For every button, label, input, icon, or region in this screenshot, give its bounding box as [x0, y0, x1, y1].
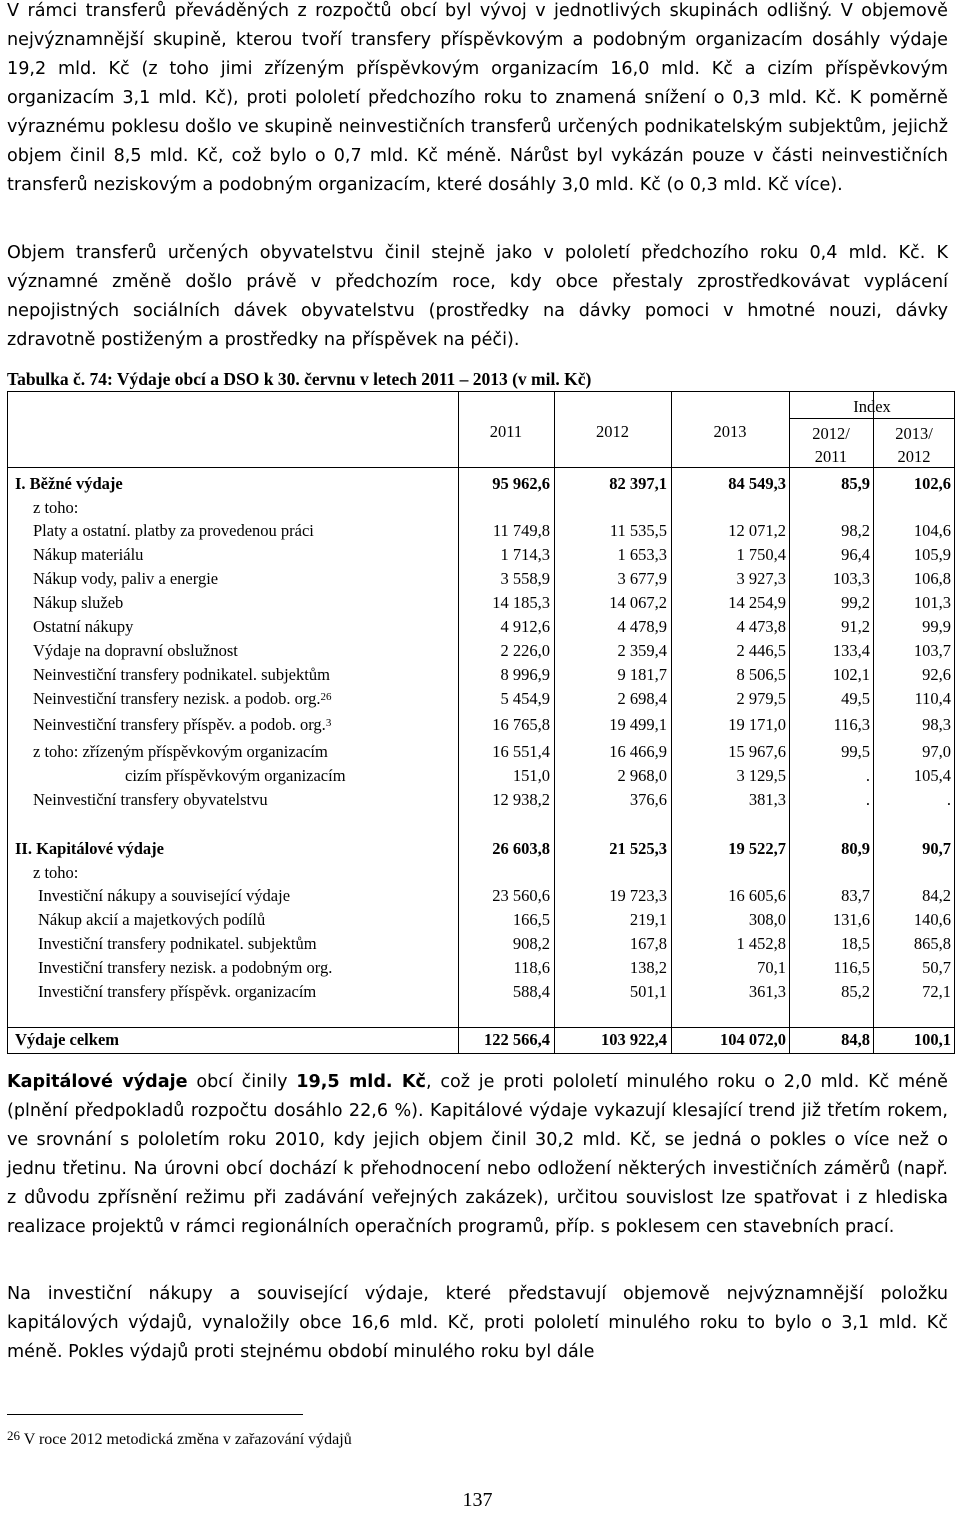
table-cell: 16 605,6	[728, 886, 786, 905]
row-label: Investiční transfery nezisk. a podobným org.	[38, 958, 333, 977]
table-cell: 131,6	[832, 910, 870, 929]
footnote	[7, 1428, 352, 1449]
table-cell: 133,4	[832, 641, 870, 660]
table-cell: 308,0	[748, 910, 786, 929]
row-label: Neinvestiční transfery podnikatel. subjektům	[33, 665, 330, 684]
table-cell: 3 677,9	[617, 569, 667, 588]
row-label: Ostatní nákupy	[33, 617, 134, 636]
table-cell: 49,5	[841, 689, 870, 708]
capital-text-a: obcí činily	[187, 1072, 297, 1092]
row-label: Nákup vody, paliv a energie	[33, 569, 219, 588]
row-label: Nákup akcií a majetkových podílů	[38, 910, 266, 929]
table-cell: 12 071,2	[728, 521, 786, 540]
second-paragraph: Objem transferů určených obyvatelstvu činil stejně jako v pololetí předchozího roku 0,4 mld. Kč. K významné změně došlo právě v předchozím roce, kdy obce přestaly zprostředkovávat vyplácení nepojistných sociálních dávek obyvatelstvu (prostředky na dávky pomoci v hmotné nouzi, dávky zdravotně postiženým a prostředky na příspěvek na péči).	[7, 243, 948, 350]
table-cell: 11 535,5	[609, 521, 667, 540]
row-label: Neinvestiční transfery nezisk. a podob. org.$^{26}$	[33, 689, 332, 708]
row-label: Investiční transfery podnikatel. subjektům	[38, 934, 317, 953]
table-cell: 85,2	[841, 982, 870, 1001]
row-label: Výdaje celkem	[15, 1030, 120, 1049]
table-cell: 103,7	[913, 641, 951, 660]
table-cell: 2 359,4	[617, 641, 667, 660]
table-cell: 95 962,6	[492, 474, 550, 493]
row-label: Výdaje na dopravní obslužnost	[33, 641, 238, 660]
index-header-line	[789, 418, 955, 419]
row-label: Investiční transfery příspěvk. organizacím	[38, 982, 317, 1001]
table-cell: 908,2	[512, 934, 550, 953]
table-cell: 85,9	[841, 474, 870, 493]
table-cell: 82 397,1	[609, 474, 667, 493]
table-cell: 118,6	[513, 958, 550, 977]
table-cell: 14 254,9	[728, 593, 786, 612]
table-cell: 98,2	[841, 521, 870, 540]
row-label: Neinvestiční transfery obyvatelstvu	[33, 790, 268, 809]
table-cell: 1 750,4	[736, 545, 786, 564]
footnote-reference: 3	[325, 717, 332, 729]
table-cell: 84,8	[841, 1030, 870, 1049]
table-cell: 80,9	[841, 839, 870, 858]
table-cell: 97,0	[922, 742, 951, 761]
table-cell: 3 558,9	[500, 569, 550, 588]
row-label: z toho:	[33, 498, 79, 517]
table-cell: 90,7	[922, 839, 951, 858]
index-header-2012-2011-line2: 2011	[814, 447, 848, 466]
capital-amount: 19,5 mld. Kč	[296, 1072, 426, 1092]
page-number: 137	[462, 1489, 493, 1511]
table-cell: 3 927,3	[736, 569, 786, 588]
table-cell: 105,9	[913, 545, 951, 564]
table-cell: .	[865, 766, 870, 785]
table-cell: 103,3	[832, 569, 870, 588]
table-cell: 116,3	[833, 715, 870, 734]
table-cell: 84,2	[922, 886, 951, 905]
capital-expenditure-paragraph	[7, 1068, 948, 1242]
table-cell: 4 912,6	[500, 617, 550, 636]
investment-paragraph: Na investiční nákupy a související výdaje, které představují objemově nejvýznamnější položku kapitálových výdajů, vynaložily obce 16,6 mld. Kč, proti pololetí minulého roku to bylo o 3,1 mld. Kč méně. Pokles výdajů proti stejnému období minulého roku byl dále	[7, 1284, 948, 1362]
table-cell: 116,5	[833, 958, 870, 977]
year-header-2012: 2012	[596, 422, 629, 441]
table-divider	[671, 392, 672, 1053]
table-cell: 2 979,5	[736, 689, 786, 708]
table-cell: 14 067,2	[609, 593, 667, 612]
table-cell: 110,4	[914, 689, 951, 708]
table-cell: 219,1	[629, 910, 667, 929]
capital-lead: Kapitálové výdaje	[7, 1072, 188, 1092]
index-header-2012-2011-line1: 2012/	[812, 424, 850, 443]
year-header-2013: 2013	[713, 422, 747, 441]
table-cell: 15 967,6	[728, 742, 786, 761]
index-header: Index	[853, 397, 891, 416]
table-caption: Tabulka č. 74: Výdaje obcí a DSO k 30. červnu v letech 2011 – 2013 (v mil. Kč)	[7, 369, 592, 389]
table-cell: 104,6	[913, 521, 951, 540]
table-divider	[554, 392, 555, 1053]
table-cell: 106,8	[913, 569, 951, 588]
table-cell: 18,5	[841, 934, 870, 953]
table-cell: 1 452,8	[736, 934, 786, 953]
intro-paragraph: V rámci transferů převáděných z rozpočtů obcí byl vývoj v jednotlivých skupinách odlišný. V objemově nejvýznamnější skupině, kterou tvoří transfery příspěvkovým a podobným organizacím dosáhly výdaje 19,2 mld. Kč (z toho jimi zřízeným příspěvkovým organizacím 16,0 mld. Kč a cizím příspěvkovým organizacím 3,1 mld. Kč), proti pololetí předchozího roku to znamená snížení o 0,3 mld. Kč. K poměrně výraznému poklesu došlo ve skupině neinvestičních transferů určených podnikatelským subjektům, jejichž objem činil 8,5 mld. Kč, což bylo o 0,7 mld. Kč méně. Nárůst byl vykázán pouze v části neinvestičních transferů neziskovým a podobným organizacím, které dosáhly 3,0 mld. Kč (o 0,3 mld. Kč více).	[7, 1, 948, 195]
footnote-text: V roce 2012 metodická změna v zařazování výdajů	[20, 1431, 352, 1448]
table-cell: 865,8	[913, 934, 951, 953]
table-cell: 167,8	[629, 934, 667, 953]
row-label: I. Běžné výdaje	[15, 474, 123, 493]
table-cell: 19 522,7	[728, 839, 786, 858]
table-cell: 19 171,0	[728, 715, 786, 734]
table-cell: 3 129,5	[736, 766, 786, 785]
table-cell: 1 714,3	[500, 545, 550, 564]
table-cell: 2 968,0	[617, 766, 667, 785]
table-cell: 381,3	[748, 790, 786, 809]
capital-text-b: , což je proti pololetí minulého roku o 2,0 mld. Kč méně (plnění předpokladů rozpočtu dosáhlo 22,6 %). Kapitálové výdaje vykazují klesající trend již třetím rokem, ve srovnání s pololetím roku 2010, kdy jejich objem činil 30,2 mld. Kč, se jedná o pokles o více než o jednu třetinu. Na úrovni obcí dochází k přehodnocení nebo odložení některých investičních záměrů (např. z důvodu zpřísnění režimu při zadávání veřejných zakázek), určitou souvislost lze spatřovat i z hlediska realizace projektů v rámci regionálních operačních programů, příp. s poklesem cen stavebních prací.	[7, 1072, 948, 1237]
table-cell: .	[946, 790, 951, 809]
table-cell: 101,3	[913, 593, 951, 612]
table-cell: 91,2	[841, 617, 870, 636]
row-label: Nákup materiálu	[33, 545, 144, 564]
table-cell: 11 749,8	[492, 521, 550, 540]
table-cell: 19 723,3	[609, 886, 667, 905]
table-cell: 26 603,8	[492, 839, 550, 858]
table-cell: 4 473,8	[736, 617, 786, 636]
table-cell: 151,0	[512, 766, 550, 785]
table-cell: 102,6	[913, 474, 951, 493]
table-cell: 501,1	[629, 982, 667, 1001]
footnote-reference: 26	[320, 691, 332, 703]
row-label: z toho: zřízeným příspěvkovým organizacím	[33, 742, 328, 761]
table-cell: 19 499,1	[609, 715, 667, 734]
table-cell: 2 446,5	[736, 641, 786, 660]
row-label: Neinvestiční transfery příspěv. a podob. org.$^3$	[33, 715, 332, 734]
table-cell: 100,1	[913, 1030, 951, 1049]
table-cell: 376,6	[629, 790, 667, 809]
table-cell: 104 072,0	[720, 1030, 786, 1049]
table-cell: 2 226,0	[500, 641, 550, 660]
table-cell: 98,3	[922, 715, 951, 734]
table-cell: 138,2	[629, 958, 667, 977]
row-label: II. Kapitálové výdaje	[15, 839, 164, 858]
table-cell: 23 560,6	[492, 886, 550, 905]
table-cell: 122 566,4	[484, 1030, 550, 1049]
table-cell: 12 938,2	[492, 790, 550, 809]
table-cell: 99,9	[922, 617, 951, 636]
total-top-line	[7, 1027, 955, 1028]
table-cell: .	[865, 790, 870, 809]
row-label: Investiční nákupy a související výdaje	[38, 886, 291, 905]
table-cell: 9 181,7	[617, 665, 667, 684]
table-cell: 105,4	[913, 766, 951, 785]
row-label: Platy a ostatní. platby za provedenou práci	[33, 521, 314, 540]
table-cell: 361,3	[748, 982, 786, 1001]
table-cell: 83,7	[841, 886, 870, 905]
table-divider	[873, 392, 874, 1053]
table-cell: 166,5	[512, 910, 550, 929]
table-cell: 16 765,8	[492, 715, 550, 734]
footnote-separator	[7, 1414, 303, 1415]
table-cell: 21 525,3	[609, 839, 667, 858]
table-cell: 72,1	[922, 982, 951, 1001]
table-cell: 588,4	[512, 982, 550, 1001]
table-cell: 140,6	[913, 910, 951, 929]
row-label: z toho:	[33, 863, 79, 882]
table-cell: 8 996,9	[500, 665, 550, 684]
table-cell: 102,1	[832, 665, 870, 684]
table-cell: 103 922,4	[601, 1030, 667, 1049]
table-cell: 50,7	[922, 958, 951, 977]
table-cell: 14 185,3	[492, 593, 550, 612]
index-header-2013-2012-line2: 2012	[897, 447, 931, 466]
table-cell: 16 466,9	[609, 742, 667, 761]
table-cell: 99,5	[841, 742, 870, 761]
year-header-2011: 2011	[489, 422, 523, 441]
table-cell: 2 698,4	[617, 689, 667, 708]
table-cell: 92,6	[922, 665, 951, 684]
row-label: cizím příspěvkovým organizacím	[125, 766, 346, 785]
table-cell: 5 454,9	[500, 689, 550, 708]
table-cell: 8 506,5	[736, 665, 786, 684]
index-header-2013-2012-line1: 2013/	[895, 424, 933, 443]
table-cell: 70,1	[757, 958, 786, 977]
table-cell: 99,2	[841, 593, 870, 612]
table-cell: 16 551,4	[492, 742, 550, 761]
table-cell: 84 549,3	[728, 474, 786, 493]
footnote-marker: 26	[7, 1428, 20, 1443]
table-cell: 1 653,3	[617, 545, 667, 564]
row-label: Nákup služeb	[33, 593, 124, 612]
table-cell: 4 478,9	[617, 617, 667, 636]
table-cell: 96,4	[841, 545, 870, 564]
